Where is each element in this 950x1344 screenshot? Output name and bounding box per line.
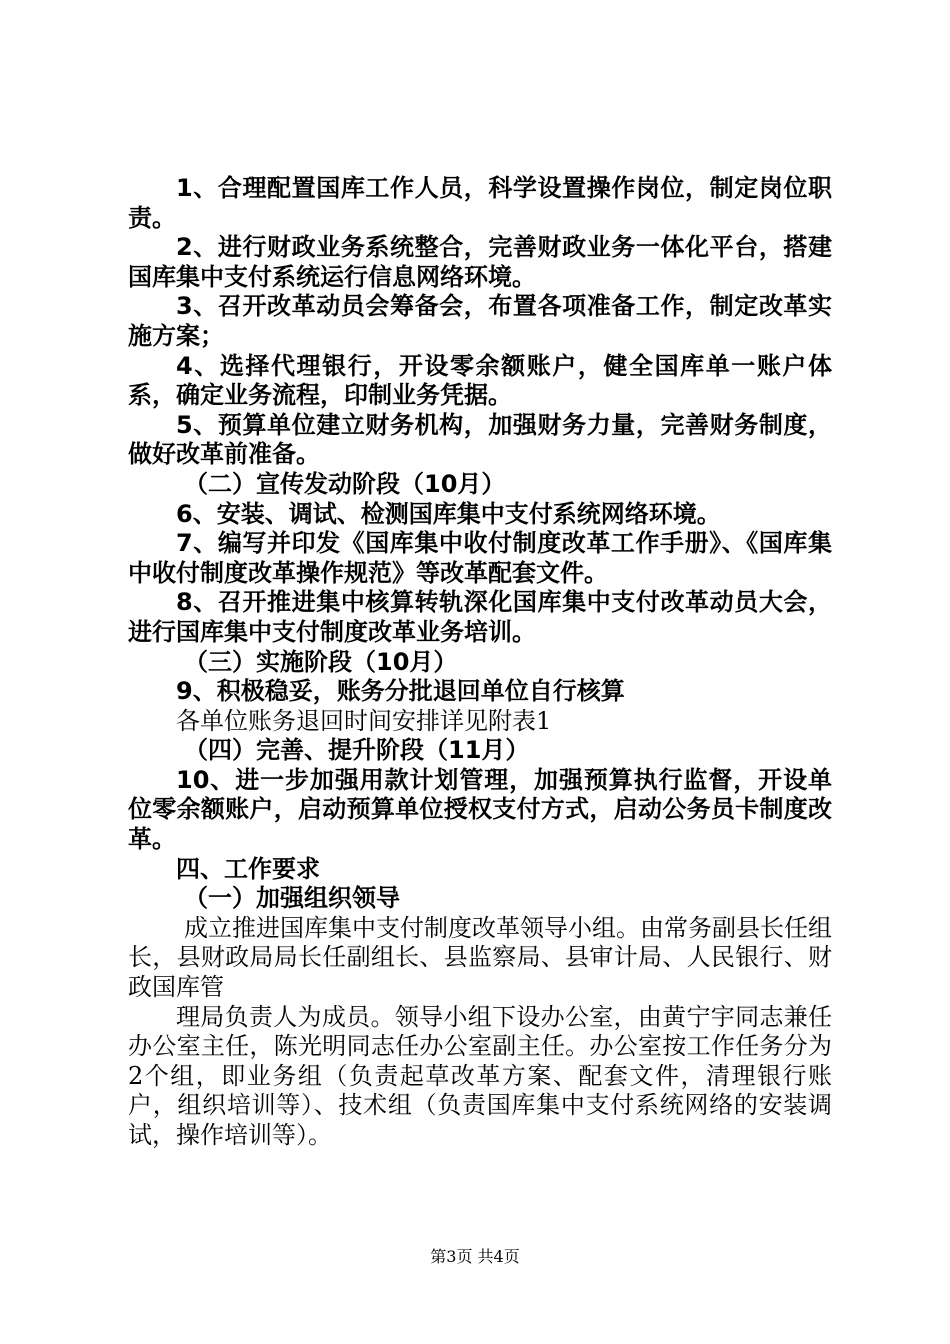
paragraph-office: 理局负责人为成员。领导小组下设办公室，由黄宁宇同志兼任办公室主任，陈光明同志任办公室副主任。办公室按工作任务分为2个组，即业务组（负责起草改革方案、配套文件，清理银行账户，组织培训等）、技术组（负责国库集中支付系统网络的安装调试，操作培训等）。 [128, 1002, 832, 1149]
paragraph-6: 6、安装、调试、检测国库集中支付系统网络环境。 [176, 499, 721, 528]
paragraph-2: 2、进行财政业务系统整合，完善财政业务一体化平台，搭建国库集中支付系统运行信息网络环境。 [128, 233, 832, 291]
paragraph-leadership-group: 成立推进国库集中支付制度改革领导小组。由常务副县长任组长，县财政局局长任副组长、县监察局、县审计局、人民银行、财政国库管 [128, 913, 832, 1002]
document-body [128, 174, 832, 1151]
paragraph-1: 1、合理配置国库工作人员，科学设置操作岗位，制定岗位职责。 [128, 174, 832, 232]
paragraph-schedule-note: 各单位账务退回时间安排详见附表1 [176, 706, 552, 735]
section-heading-improvement: （四）完善、提升阶段（11月） [184, 736, 530, 765]
paragraph-9: 9、积极稳妥，账务分批退回单位自行核算 [176, 677, 625, 706]
section-heading-requirements: 四、工作要求 [176, 854, 320, 883]
paragraph-4: 4、选择代理银行，开设零余额账户，健全国库单一账户体系，确定业务流程，印制业务凭据。 [128, 351, 832, 410]
subsection-heading-leadership: （一）加强组织领导 [184, 884, 400, 913]
section-heading-implementation: （三）实施阶段（10月） [184, 647, 458, 676]
paragraph-7: 7、编写并印发《国库集中收付制度改革工作手册》、《国库集中收付制度改革操作规范》等改革配套文件。 [128, 529, 832, 587]
paragraph-10: 10、进一步加强用款计划管理，加强预算执行监督，开设单位零余额账户，启动预算单位授权支付方式，启动公务员卡制度改革。 [128, 765, 832, 854]
paragraph-8: 8、召开推进集中核算转轨深化国库集中支付改革动员大会，进行国库集中支付制度改革业务培训。 [128, 588, 832, 646]
page-number-footer: 第3页 共4页 [430, 1247, 520, 1266]
paragraph-3: 3、召开改革动员会筹备会，布置各项准备工作，制定改革实施方案； [128, 292, 832, 350]
section-heading-publicity: （二）宣传发动阶段（10月） [184, 469, 506, 498]
paragraph-5: 5、预算单位建立财务机构，加强财务力量，完善财务制度，做好改革前准备。 [128, 410, 832, 469]
